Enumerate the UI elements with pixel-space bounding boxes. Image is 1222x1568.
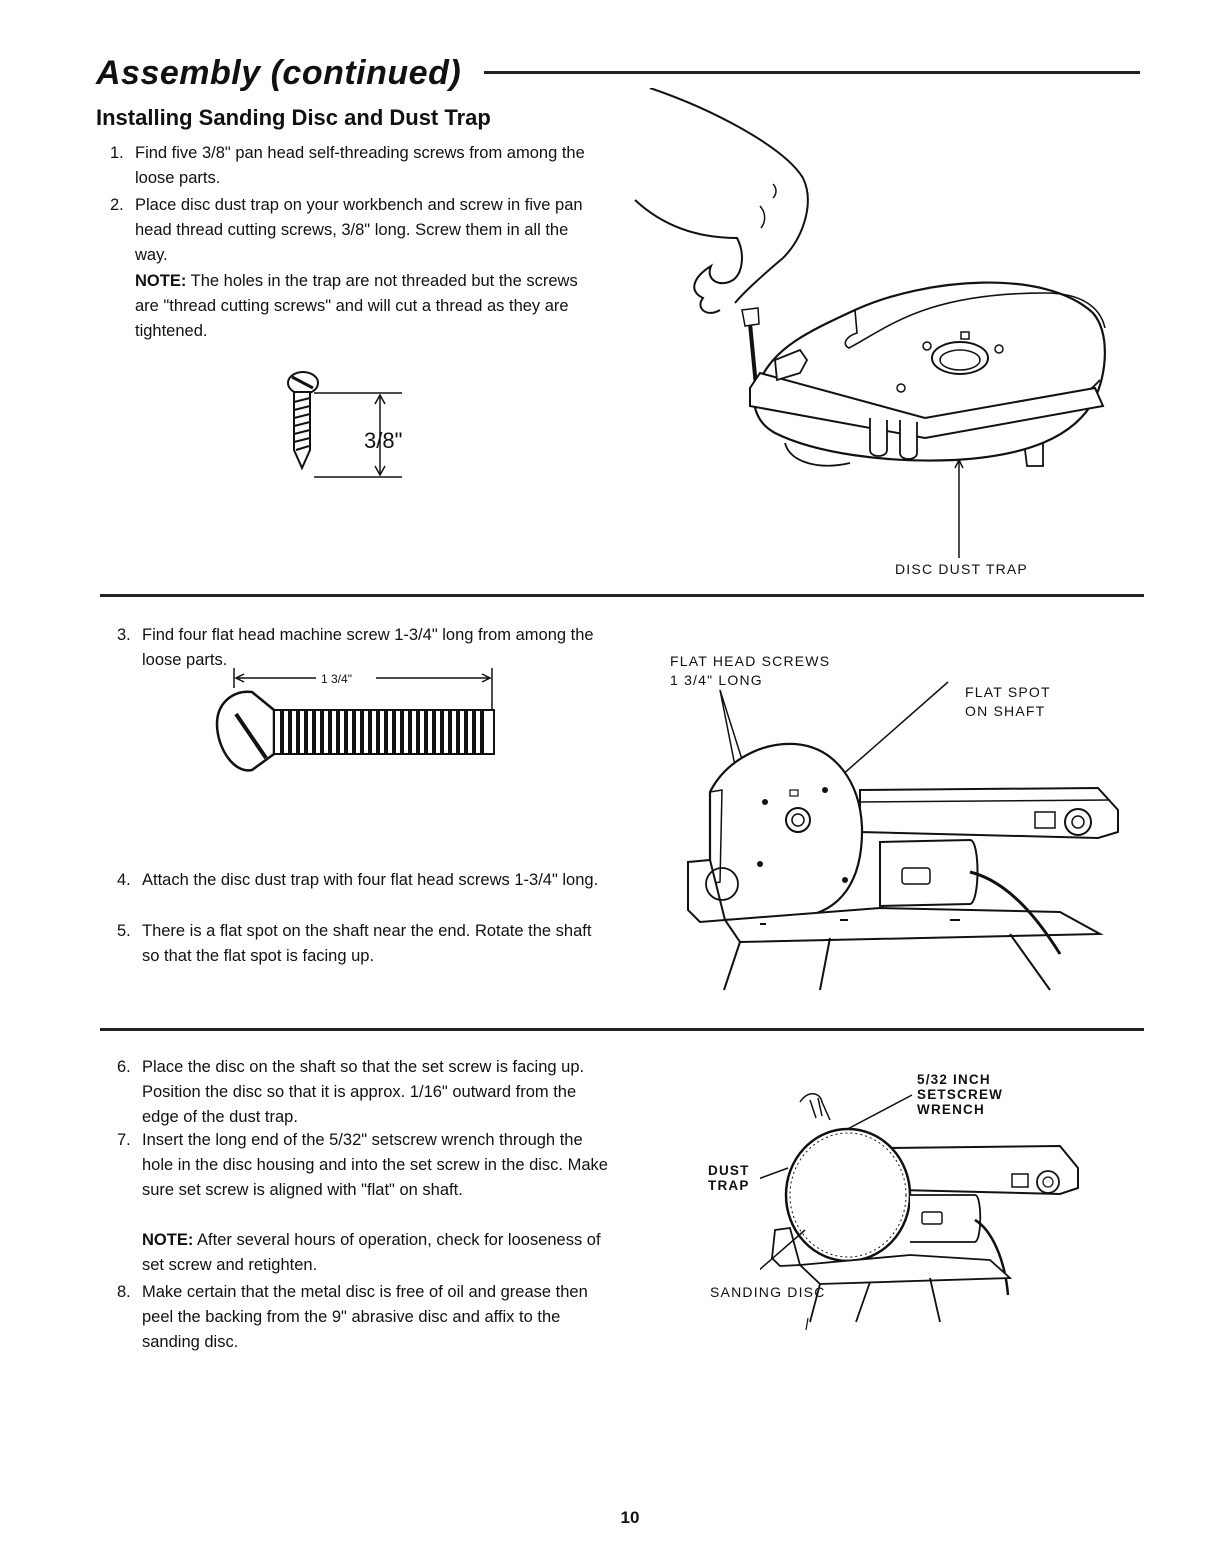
note-thread-cutting — [135, 269, 605, 344]
note-text: After several hours of operation, check for looseness of set screw and retighten. — [142, 1231, 601, 1274]
note-text: The holes in the trap are not threaded but the screws are "thread cutting screws" and will cut a thread as they are tightened. — [135, 272, 578, 340]
step-text: Place the disc on the shaft so that the set screw is facing up. Position the disc so that it is approx. 1/16" outward from the edge of the dust trap. — [142, 1058, 585, 1126]
section-divider — [100, 1028, 1144, 1031]
step-4 — [117, 868, 609, 893]
sanding-disc-illustration — [760, 1090, 1090, 1330]
step-number: 8. — [117, 1283, 131, 1301]
callout-line: WRENCH — [917, 1102, 985, 1117]
sander-dust-trap-illustration — [680, 672, 1130, 994]
callout-line: ON SHAFT — [965, 703, 1046, 719]
title-rule — [484, 71, 1140, 74]
step-text: Insert the long end of the 5/32" setscrew wrench through the hole in the disc housing and into the set screw in the disc. Make sure set screw is aligned with "flat" on shaft. — [142, 1131, 608, 1199]
callout-line: FLAT HEAD SCREWS — [670, 653, 831, 669]
step-text: There is a flat spot on the shaft near the end. Rotate the shaft so that the flat spot is facing up. — [142, 922, 592, 965]
step-number: 2. — [110, 196, 124, 214]
callout-line: 1 3/4" LONG — [670, 672, 763, 688]
note-label: NOTE: — [142, 1231, 194, 1249]
step-number: 6. — [117, 1058, 131, 1076]
callout-line: 5/32 INCH — [917, 1072, 991, 1087]
page-title: Assembly (continued) — [96, 54, 462, 92]
callout-line: FLAT SPOT — [965, 684, 1051, 700]
step-number: 7. — [117, 1131, 131, 1149]
step-text: Make certain that the metal disc is free of oil and grease then peel the backing from the 9" abrasive disc and affix to the sanding disc. — [142, 1283, 588, 1351]
step-1 — [110, 141, 604, 191]
screw-dimension-label: 3/8" — [364, 428, 403, 453]
callout-sanding-disc: SANDING DISC — [710, 1284, 826, 1300]
step-7 — [117, 1128, 613, 1203]
dust-trap-hand-illustration — [625, 88, 1125, 568]
step-number: 1. — [110, 144, 124, 162]
callout-line: DUST — [708, 1163, 750, 1178]
step-6 — [117, 1055, 613, 1130]
step-number: 4. — [117, 871, 131, 889]
step-text: Place disc dust trap on your workbench and screw in five pan head thread cutting screws, 3/8" long. Screw them in all the way. — [135, 196, 583, 264]
step-text: Attach the disc dust trap with four flat head screws 1-3/4" long. — [142, 871, 599, 889]
step-text: Find four flat head machine screw 1-3/4" long from among the loose parts. — [142, 626, 594, 669]
callout-line: SETSCREW — [917, 1087, 1004, 1102]
callout-line: TRAP — [708, 1178, 750, 1193]
callout-dust-trap — [708, 1163, 750, 1193]
pan-head-screw-illustration — [280, 368, 430, 484]
note-label: NOTE: — [135, 272, 187, 290]
section-divider — [100, 594, 1144, 597]
step-5 — [117, 919, 609, 969]
step-number: 3. — [117, 626, 131, 644]
callout-disc-dust-trap: DISC DUST TRAP — [895, 561, 1028, 577]
page-number: 10 — [620, 1508, 640, 1527]
step-text: Find five 3/8" pan head self-threading screws from among the loose parts. — [135, 144, 585, 187]
note-retighten — [142, 1228, 613, 1278]
flat-head-screw-illustration — [212, 662, 502, 778]
step-number: 5. — [117, 922, 131, 940]
step-8 — [117, 1280, 613, 1355]
step-2 — [110, 193, 604, 268]
section-heading: Installing Sanding Disc and Dust Trap — [96, 105, 491, 130]
screw-length-label: 1 3/4" — [321, 672, 352, 686]
